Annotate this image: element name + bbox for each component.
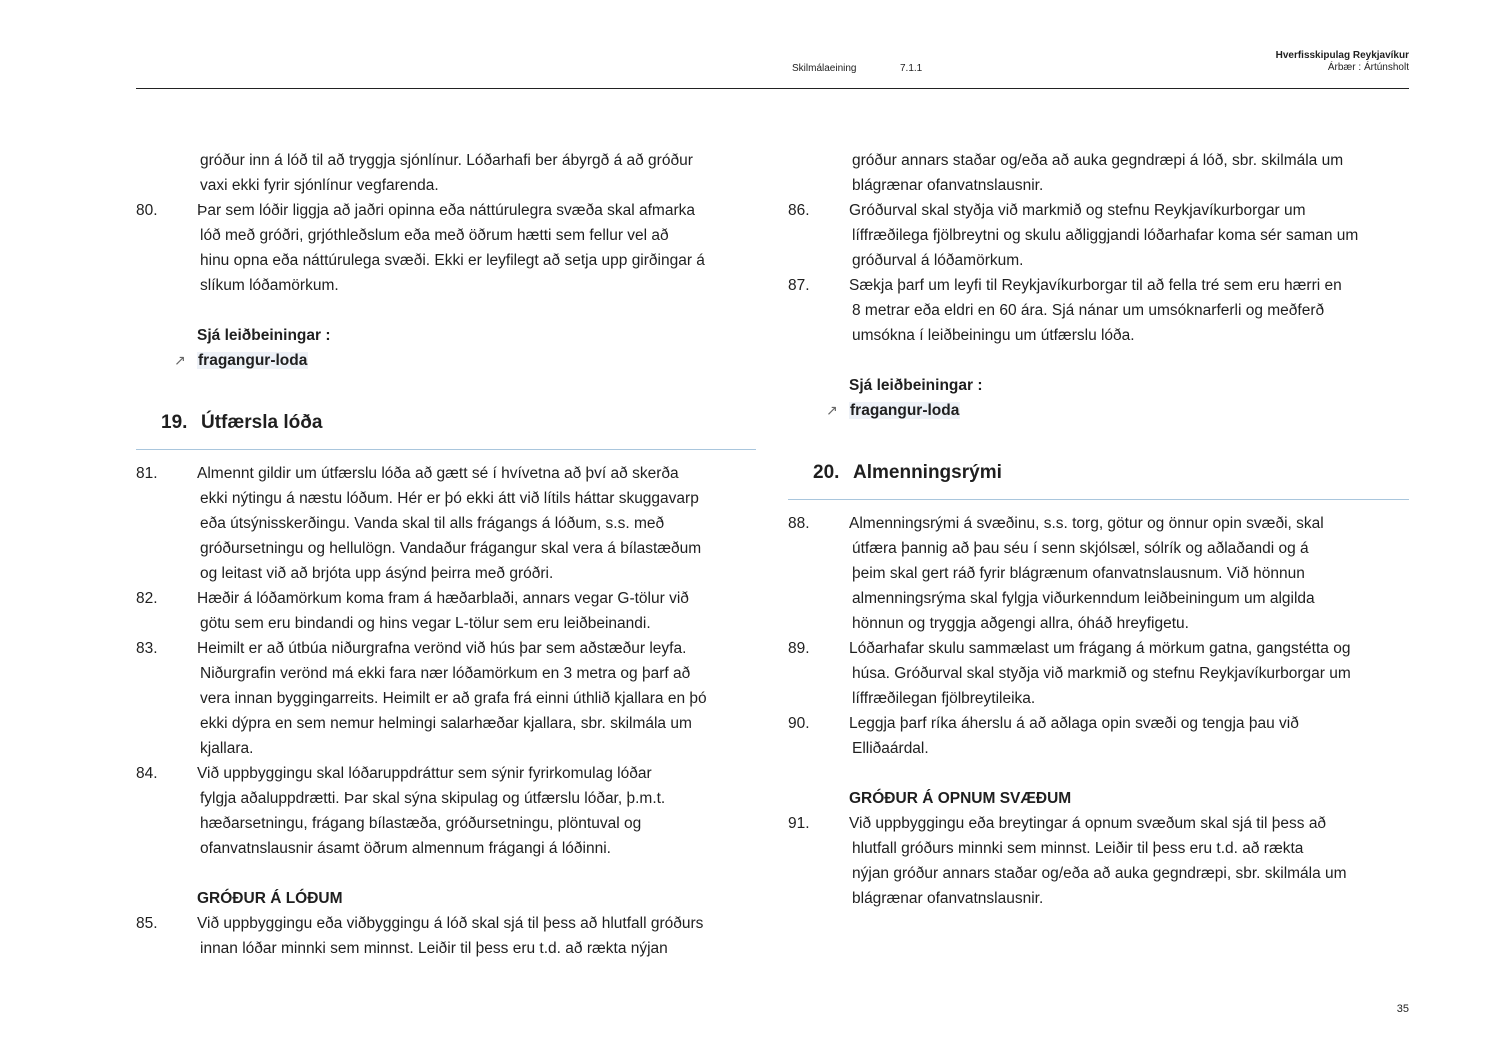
clause-number: 83. (136, 640, 158, 657)
text-line: Elliðaárdal. (852, 740, 929, 757)
right-column (788, 148, 1409, 911)
text-line: Leggja þarf ríka áherslu á að aðlaga opin svæði og tengja þau við (849, 715, 1299, 732)
text-line: Lóðarhafar skulu sammælast um frágang á mörkum gatna, gangstétta og (849, 640, 1351, 657)
text-line: Við uppbyggingu eða breytingar á opnum svæðum skal sjá til þess að (849, 815, 1327, 832)
section-title: Útfærsla lóða (201, 412, 323, 433)
clause-number: 86. (788, 202, 810, 219)
text-line: blágrænar ofanvatnslausnir. (852, 890, 1044, 907)
text-line: gróðurval á lóðamörkum. (852, 252, 1024, 269)
clause-number: 85. (136, 915, 158, 932)
header-divider (136, 88, 1409, 89)
clause-90 (788, 711, 1409, 761)
text-line: slíkum lóðamörkum. (200, 277, 339, 294)
text-line: götu sem eru bindandi og hins vegar L-tölur sem eru leiðbeinandi. (200, 615, 651, 632)
text-line: gróður annars staðar og/eða að auka gegndræpi á lóð, sbr. skilmála um (852, 152, 1344, 169)
document-title: Hverfisskipulag Reykjavíkur (1275, 50, 1409, 61)
clause-number: 80. (136, 202, 158, 219)
left-column (136, 148, 756, 961)
text-line: eða útsýnisskerðingu. Vanda skal til alls frágangs á lóðum, s.s. með (200, 515, 665, 532)
clause-number: 82. (136, 590, 158, 607)
text-line: almenningsrýma skal fylgja viðurkenndum leiðbeiningum um algilda (852, 590, 1315, 607)
continued-paragraph (136, 148, 756, 198)
text-line: vaxi ekki fyrir sjónlínur vegfarenda. (200, 177, 439, 194)
text-line: 8 metrar eða eldri en 60 ára. Sjá nánar um umsóknarferli og meðferð (852, 302, 1325, 319)
clause-83 (136, 636, 756, 761)
text-line: útfæra þannig að þau séu í senn skjólsæl, sólrík og aðlaðandi og á (852, 540, 1309, 557)
text-line: og leitast við að brjóta upp ásýnd þeirra með gróðri. (200, 565, 554, 582)
section-number: 7.1.1 (900, 63, 923, 74)
text-line: nýjan gróður annars staðar og/eða að auka gegndræpi, sbr. skilmála um (852, 865, 1347, 882)
text-line: líffræðilega fjölbreytni og skulu aðliggjandi lóðarhafar koma sér saman um (852, 227, 1359, 244)
clause-80 (136, 198, 756, 298)
text-line: Almenningsrými á svæðinu, s.s. torg, götur og önnur opin svæði, skal (849, 515, 1324, 532)
clause-81 (136, 461, 756, 586)
clause-number: 90. (788, 715, 810, 732)
clause-number: 91. (788, 815, 810, 832)
guidance-link[interactable] (136, 348, 756, 373)
text-line: innan lóðar minnki sem minnst. Leiðir til þess eru t.d. að rækta nýjan (200, 940, 668, 957)
clause-number: 81. (136, 465, 158, 482)
text-line: umsókna í leiðbeiningu um útfærslu lóða. (852, 327, 1135, 344)
text-line: lóð með gróðri, grjóthleðslum eða með öðrum hætti sem fellur vel að (200, 227, 669, 244)
clause-number: 84. (136, 765, 158, 782)
clause-88 (788, 511, 1409, 636)
text-line: hönnun og tryggja aðgengi allra, óháð hreyfigetu. (852, 615, 1189, 632)
text-line: hæðarsetningu, frágang bílastæða, gróðursetningu, plöntuval og (200, 815, 642, 832)
section-number: 20. (813, 462, 840, 483)
section-heading-20 (788, 447, 1409, 500)
sub-heading: GRÓÐUR Á LÓÐUM (197, 890, 343, 907)
text-line: Hæðir á lóðamörkum koma fram á hæðarblaði, annars vegar G-tölur við (197, 590, 689, 607)
clause-84 (136, 761, 756, 861)
text-line: gróður inn á lóð til að tryggja sjónlínur. Lóðarhafi ber ábyrgð á að gróður (200, 152, 693, 169)
text-line: ekki dýpra en sem nemur helmingi salarhæðar kjallara, sbr. skilmála um (200, 715, 692, 732)
text-line: húsa. Gróðurval skal styðja við markmið og stefnu Reykjavíkurborgar um (852, 665, 1351, 682)
section-title: Almenningsrými (853, 462, 1002, 483)
clause-89 (788, 636, 1409, 711)
clause-85 (136, 911, 756, 961)
section-number: 19. (161, 412, 188, 433)
clause-87 (788, 273, 1409, 348)
sub-heading: GRÓÐUR Á OPNUM SVÆÐUM (849, 790, 1072, 807)
text-line: kjallara. (200, 740, 254, 757)
text-line: ekki nýtingu á næstu lóðum. Hér er þó ekki átt við lítils háttar skuggavarp (200, 490, 699, 507)
text-line: vera innan byggingarreits. Heimilt er að grafa frá einni úthlið kjallara en þó (200, 690, 707, 707)
guidance-link-text[interactable]: fragangur-loda (198, 352, 308, 369)
page-number: 35 (1396, 1003, 1409, 1015)
external-link-icon: ↗ (174, 352, 186, 368)
clause-number: 88. (788, 515, 810, 532)
text-line: hlutfall gróðurs minnki sem minnst. Leiðir til þess eru t.d. að rækta (852, 840, 1304, 857)
section-label: Skilmálaeining (792, 63, 857, 74)
text-line: Við uppbyggingu eða viðbyggingu á lóð skal sjá til þess að hlutfall gróðurs (197, 915, 704, 932)
text-line: Niðurgrafin verönd má ekki fara nær lóðamörkum en 3 metra og þarf að (200, 665, 691, 682)
external-link-icon: ↗ (826, 402, 838, 418)
clause-86 (788, 198, 1409, 273)
text-line: Gróðurval skal styðja við markmið og stefnu Reykjavíkurborgar um (849, 202, 1306, 219)
text-line: Almennt gildir um útfærslu lóða að gætt sé í hvívetna að því að skerða (197, 465, 679, 482)
text-line: blágrænar ofanvatnslausnir. (852, 177, 1044, 194)
guidance-link[interactable] (788, 398, 1409, 423)
text-line: Sækja þarf um leyfi til Reykjavíkurborgar til að fella tré sem eru hærri en (849, 277, 1342, 294)
continued-paragraph (788, 148, 1409, 198)
text-line: ofanvatnslausnir ásamt öðrum almennum frágangi á lóðinni. (200, 840, 611, 857)
clause-number: 87. (788, 277, 810, 294)
clause-91 (788, 811, 1409, 911)
text-line: líffræðilegan fjölbreytileika. (852, 690, 1036, 707)
text-line: Heimilt er að útbúa niðurgrafna verönd við hús þar sem aðstæður leyfa. (197, 640, 687, 657)
guidance-link-text[interactable]: fragangur-loda (850, 402, 960, 419)
guidance-label: Sjá leiðbeiningar : (849, 377, 983, 394)
clause-number: 89. (788, 640, 810, 657)
document-subtitle: Árbær : Ártúnsholt (1327, 62, 1409, 73)
text-line: Við uppbyggingu skal lóðaruppdráttur sem sýnir fyrirkomulag lóðar (197, 765, 652, 782)
text-line: fylgja aðaluppdrætti. Þar skal sýna skipulag og útfærslu lóðar, þ.m.t. (200, 790, 666, 807)
section-heading-19 (136, 397, 756, 450)
text-line: gróðursetningu og hellulögn. Vandaður frágangur skal vera á bílastæðum (200, 540, 702, 557)
text-line: þeim skal gert ráð fyrir blágrænum ofanvatnslausnum. Við hönnun (852, 565, 1305, 582)
guidance-label: Sjá leiðbeiningar : (197, 327, 331, 344)
document-header (1276, 50, 1409, 74)
text-line: hinu opna eða náttúrulega svæði. Ekki er leyfilegt að setja upp girðingar á (200, 252, 705, 269)
text-line: Þar sem lóðir liggja að jaðri opinna eða náttúrulegra svæða skal afmarka (197, 202, 695, 219)
clause-82 (136, 586, 756, 636)
